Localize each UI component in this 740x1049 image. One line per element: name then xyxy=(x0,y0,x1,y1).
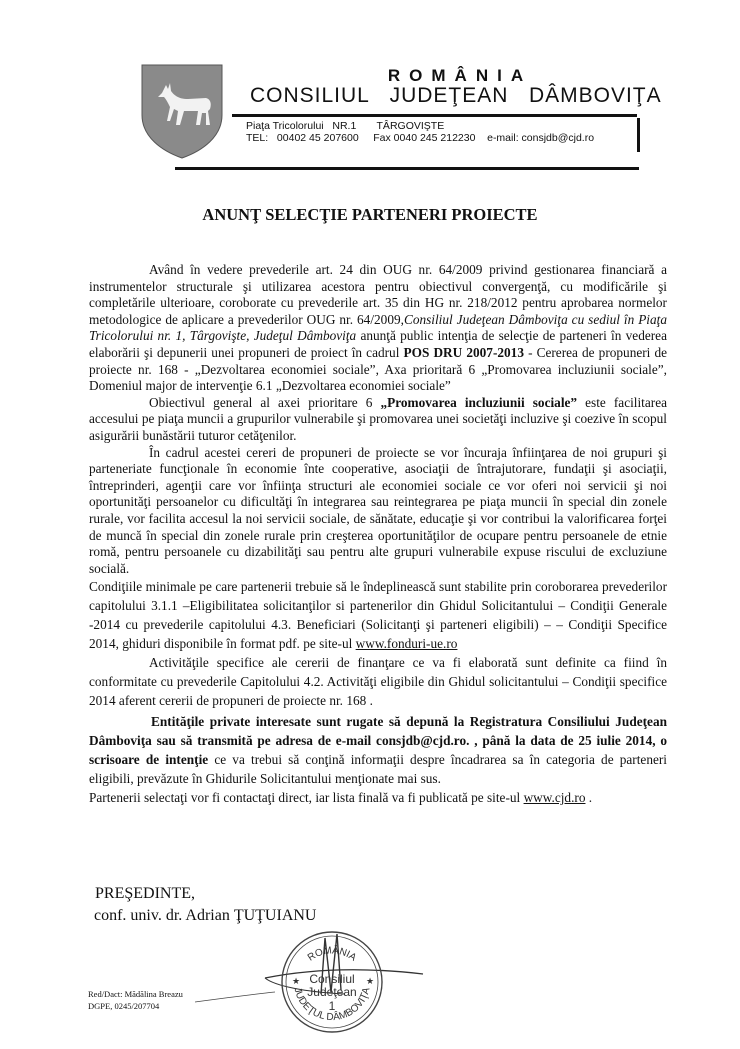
official-stamp-icon xyxy=(278,928,386,1036)
contact-box xyxy=(240,118,640,152)
signatory-name: conf. univ. dr. Adrian ŢUŢUIANU xyxy=(94,907,317,924)
paragraph-activities: Activităţile specifice ale cererii de finanţare ce va fi elaborată sunt definite ca fiind în conformitate cu prevederile Capitolului 4.2. Activităţi eligibile din Ghidul solicitantului – Condiţii specifice 2014 aferent cererii de propuneri de proiecte nr. 168 . xyxy=(89,655,667,709)
submission-instructions: Entităţile private interesate sunt rugate să depună la Registratura Consiliului Judeţean Dâmboviţa sau să transmită pe adresa de e-mail consjdb@cjd.ro. , până la data de 25 iulie 2014, o scrisoare de intenţie xyxy=(89,714,667,768)
svg-text:Consiliul: Consiliul xyxy=(309,972,355,986)
svg-text:JUDEŢUL DÂMBOVIŢA: JUDEŢUL DÂMBOVIŢA xyxy=(291,986,373,1024)
drafted-by: Red/Dact: Mădălina Breazu xyxy=(88,989,183,999)
svg-text:1: 1 xyxy=(328,999,336,1013)
text: Partenerii selectaţi vor fi contactaţi direct, iar lista finală va fi publicată pe site-ul xyxy=(89,790,524,806)
deer-shield-crest-icon xyxy=(140,63,224,159)
paragraph-conditions xyxy=(89,577,667,653)
institution-name: CONSILIUL JUDEŢEAN DÂMBOVIŢA xyxy=(250,84,662,107)
country-name: ROMÂNIA xyxy=(387,66,533,85)
svg-text:★: ★ xyxy=(366,976,375,986)
program-name: POS DRU 2007-2013 xyxy=(403,344,524,360)
text: ce va trebui să conţină informaţii despre încadrarea sa în categoria de parteneri eligibili, prevăzute în Ghidurile Solicitantului menţionate mai sus. xyxy=(89,752,668,787)
institution-italic: Consiliul Judeţean Dâmboviţa cu sediul în Piaţa Tricolorului nr. 1, Târgovişte, Judeţul Dâmboviţa xyxy=(89,311,667,344)
paragraph-legal-basis xyxy=(89,262,667,395)
text: Obiectivul general al axei prioritare 6 xyxy=(149,394,381,410)
svg-text:★: ★ xyxy=(292,976,301,986)
text: . xyxy=(585,790,593,806)
svg-text:Judeţean: Judeţean xyxy=(307,985,357,999)
department-phone: DGPE, 0245/207704 xyxy=(88,1001,160,1011)
address-line: Piaţa Tricolorului NR.1 TÂRGOVIŞTE xyxy=(246,120,445,132)
paragraph-objective xyxy=(89,395,667,445)
paragraph-submission xyxy=(89,712,667,788)
svg-text:ROMÂNIA: ROMÂNIA xyxy=(305,945,359,964)
paragraph-scope: În cadrul acestei cereri de propuneri de proiecte se vor încuraja înfiinţarea de noi grupuri şi parteneriate funcţionale în economie înte cooperative, asociaţii de întrajutorare, fundaţii şi asociaţii, întreprinderi, agenţii care vor înfiinţa structuri ale economiei sociale ce vor oferi noi servicii şi noi oportunităţi persoanelor cu dificultăţi în integrarea sau reintegrarea pe piaţa muncii în special din zonele rurale, vor facilita accesul la noi servicii sociale, de sănătate, educaţie şi vor contribui la valorificarea forţei de muncă în special din zonele rurale prin creşterea oportunităţilor de ocupare pentru persoanele de etnie romă, pentru persoanele cu dizabilităţi sau pentru alte grupuri vulnerabile expuse riscului de excluziune socială. xyxy=(89,444,667,576)
document-body xyxy=(89,262,667,807)
text: Condiţiile minimale pe care partenerii trebuie să le îndeplinească sunt stabilite prin coroborarea prevederilor capitolului 3.1.1 –Eligibilitatea solicitanţilor si partenerilor din Ghidul Solicitantului – Condiţii Generale -2014 cu prevederile capitolului 4.3. Beneficiari (Solicitanţi şi parteneri eligibili) – – Condiţii Specifice 2014, ghiduri disponibile în format pdf. pe site-ul xyxy=(89,579,667,652)
text: Având în vedere prevederile art. 24 din OUG nr. 64/2009 privind gestionarea financiară a instrumentelor structurale şi utilizarea acestora pentru obiectivul convergenţă, cu modificările şi completările ulterioare, coroborate cu prevederile art. 35 din HG nr. 218/2012 pentru aprobarea normelor metodologice de aplicare a prevederilor OUG nr. 64/2009, xyxy=(89,262,667,327)
paragraph-contact xyxy=(89,788,667,807)
text: - Cererea de propuneri de proiecte nr. 168 - „Dezvoltarea economiei sociale”, Axa prioritară 6 „Promovarea incluziunii sociale”, Domeniul major de intervenţie 6.1 „Dezvoltarea economiei sociale” xyxy=(89,344,668,394)
signatory-role: PREŞEDINTE, xyxy=(95,885,195,902)
cjd-link[interactable]: www.cjd.ro xyxy=(523,790,586,806)
contact-line: TEL: 00402 45 207600 Fax 0040 245 212230 e-mail: consjdb@cjd.ro xyxy=(246,132,595,144)
document-title: ANUNŢ SELECŢIE PARTENERI PROIECTE xyxy=(202,205,538,224)
fonduri-ue-link[interactable]: www.fonduri-ue.ro xyxy=(355,636,458,652)
text: este facilitarea accesului pe piaţa muncii a grupurilor vulnerabile şi promovarea unei societăţi incluzive şi coezive în scopul asigurării bunăstării tuturor cetăţenilor. xyxy=(89,394,668,443)
drafting-info xyxy=(88,988,183,1012)
header-divider xyxy=(232,114,637,117)
axis-name: „Promovarea incluziunii sociale” xyxy=(380,394,578,410)
header-bottom-divider xyxy=(175,167,639,170)
text: anunţă public intenţia de selecţie de parteneri în vederea elaborării şi depunerii unei propuneri de proiect în cadrul xyxy=(89,328,667,360)
